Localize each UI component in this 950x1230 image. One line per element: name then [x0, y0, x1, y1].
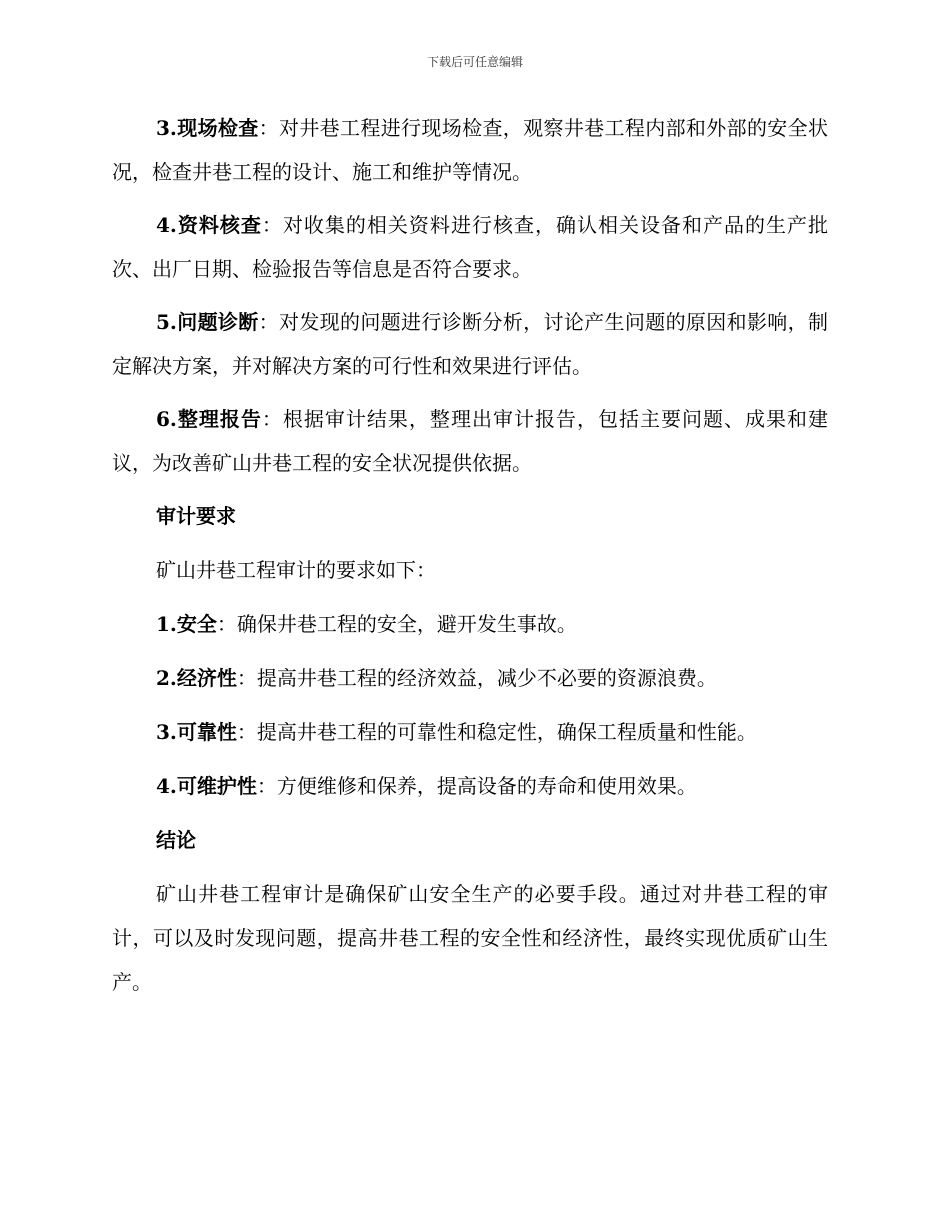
- step-3-text: ：对井巷工程进行现场检查，观察井巷工程内部和外部的安全状况，检查井巷工程的设计、施工和维护等情况。: [112, 116, 828, 184]
- requirement-item: [112, 764, 828, 808]
- requirement-item: [112, 710, 828, 754]
- requirements-intro: 矿山井巷工程审计的要求如下：: [156, 558, 436, 582]
- requirements-heading: 审计要求: [156, 504, 236, 528]
- page-header: 下载后可任意编辑: [426, 55, 523, 69]
- requirement-1-lead: 1.安全: [156, 612, 217, 636]
- step-6-text: ：根据审计结果，整理出审计报告，包括主要问题、成果和建议，为改善矿山井巷工程的安全状况提供依据。: [112, 407, 828, 475]
- step-5-lead: 5.问题诊断: [156, 310, 259, 334]
- requirement-4-lead: 4.可维护性: [156, 774, 257, 798]
- step-4-paragraph: [112, 203, 828, 291]
- conclusion-paragraph: 矿山井巷工程审计是确保矿山安全生产的必要手段。通过对井巷工程的审计，可以及时发现问题，提高井巷工程的安全性和经济性，最终实现优质矿山生产。: [112, 882, 828, 994]
- conclusion-heading: 结论: [156, 828, 196, 852]
- requirement-item: [112, 656, 828, 700]
- step-3-lead: 3.现场检查: [156, 116, 259, 140]
- requirement-2-lead: 2.经济性: [156, 666, 237, 690]
- step-4-lead: 4.资料核查: [156, 213, 262, 237]
- step-6-paragraph: [112, 397, 828, 485]
- step-4-text: ：对收集的相关资料进行核查，确认相关设备和产品的生产批次、出厂日期、检验报告等信息是否符合要求。: [112, 213, 828, 281]
- requirement-3-text: ：提高井巷工程的可靠性和稳定性，确保工程质量和性能。: [236, 720, 757, 744]
- document-body: [112, 106, 828, 1013]
- requirement-1-text: ：确保井巷工程的安全，避开发生事故。: [216, 612, 577, 636]
- step-5-text: ：对发现的问题进行诊断分析，讨论产生问题的原因和影响，制定解决方案，并对解决方案的可行性和效果进行评估。: [112, 310, 828, 378]
- requirement-2-text: ：提高井巷工程的经济效益，减少不必要的资源浪费。: [236, 666, 717, 690]
- requirement-3-lead: 3.可靠性: [156, 720, 237, 744]
- requirement-4-text: ：方便维修和保养，提高设备的寿命和使用效果。: [256, 774, 697, 798]
- step-5-paragraph: [112, 300, 828, 388]
- step-6-lead: 6.整理报告: [156, 407, 262, 431]
- requirement-item: [112, 602, 828, 646]
- step-3-paragraph: [112, 106, 828, 194]
